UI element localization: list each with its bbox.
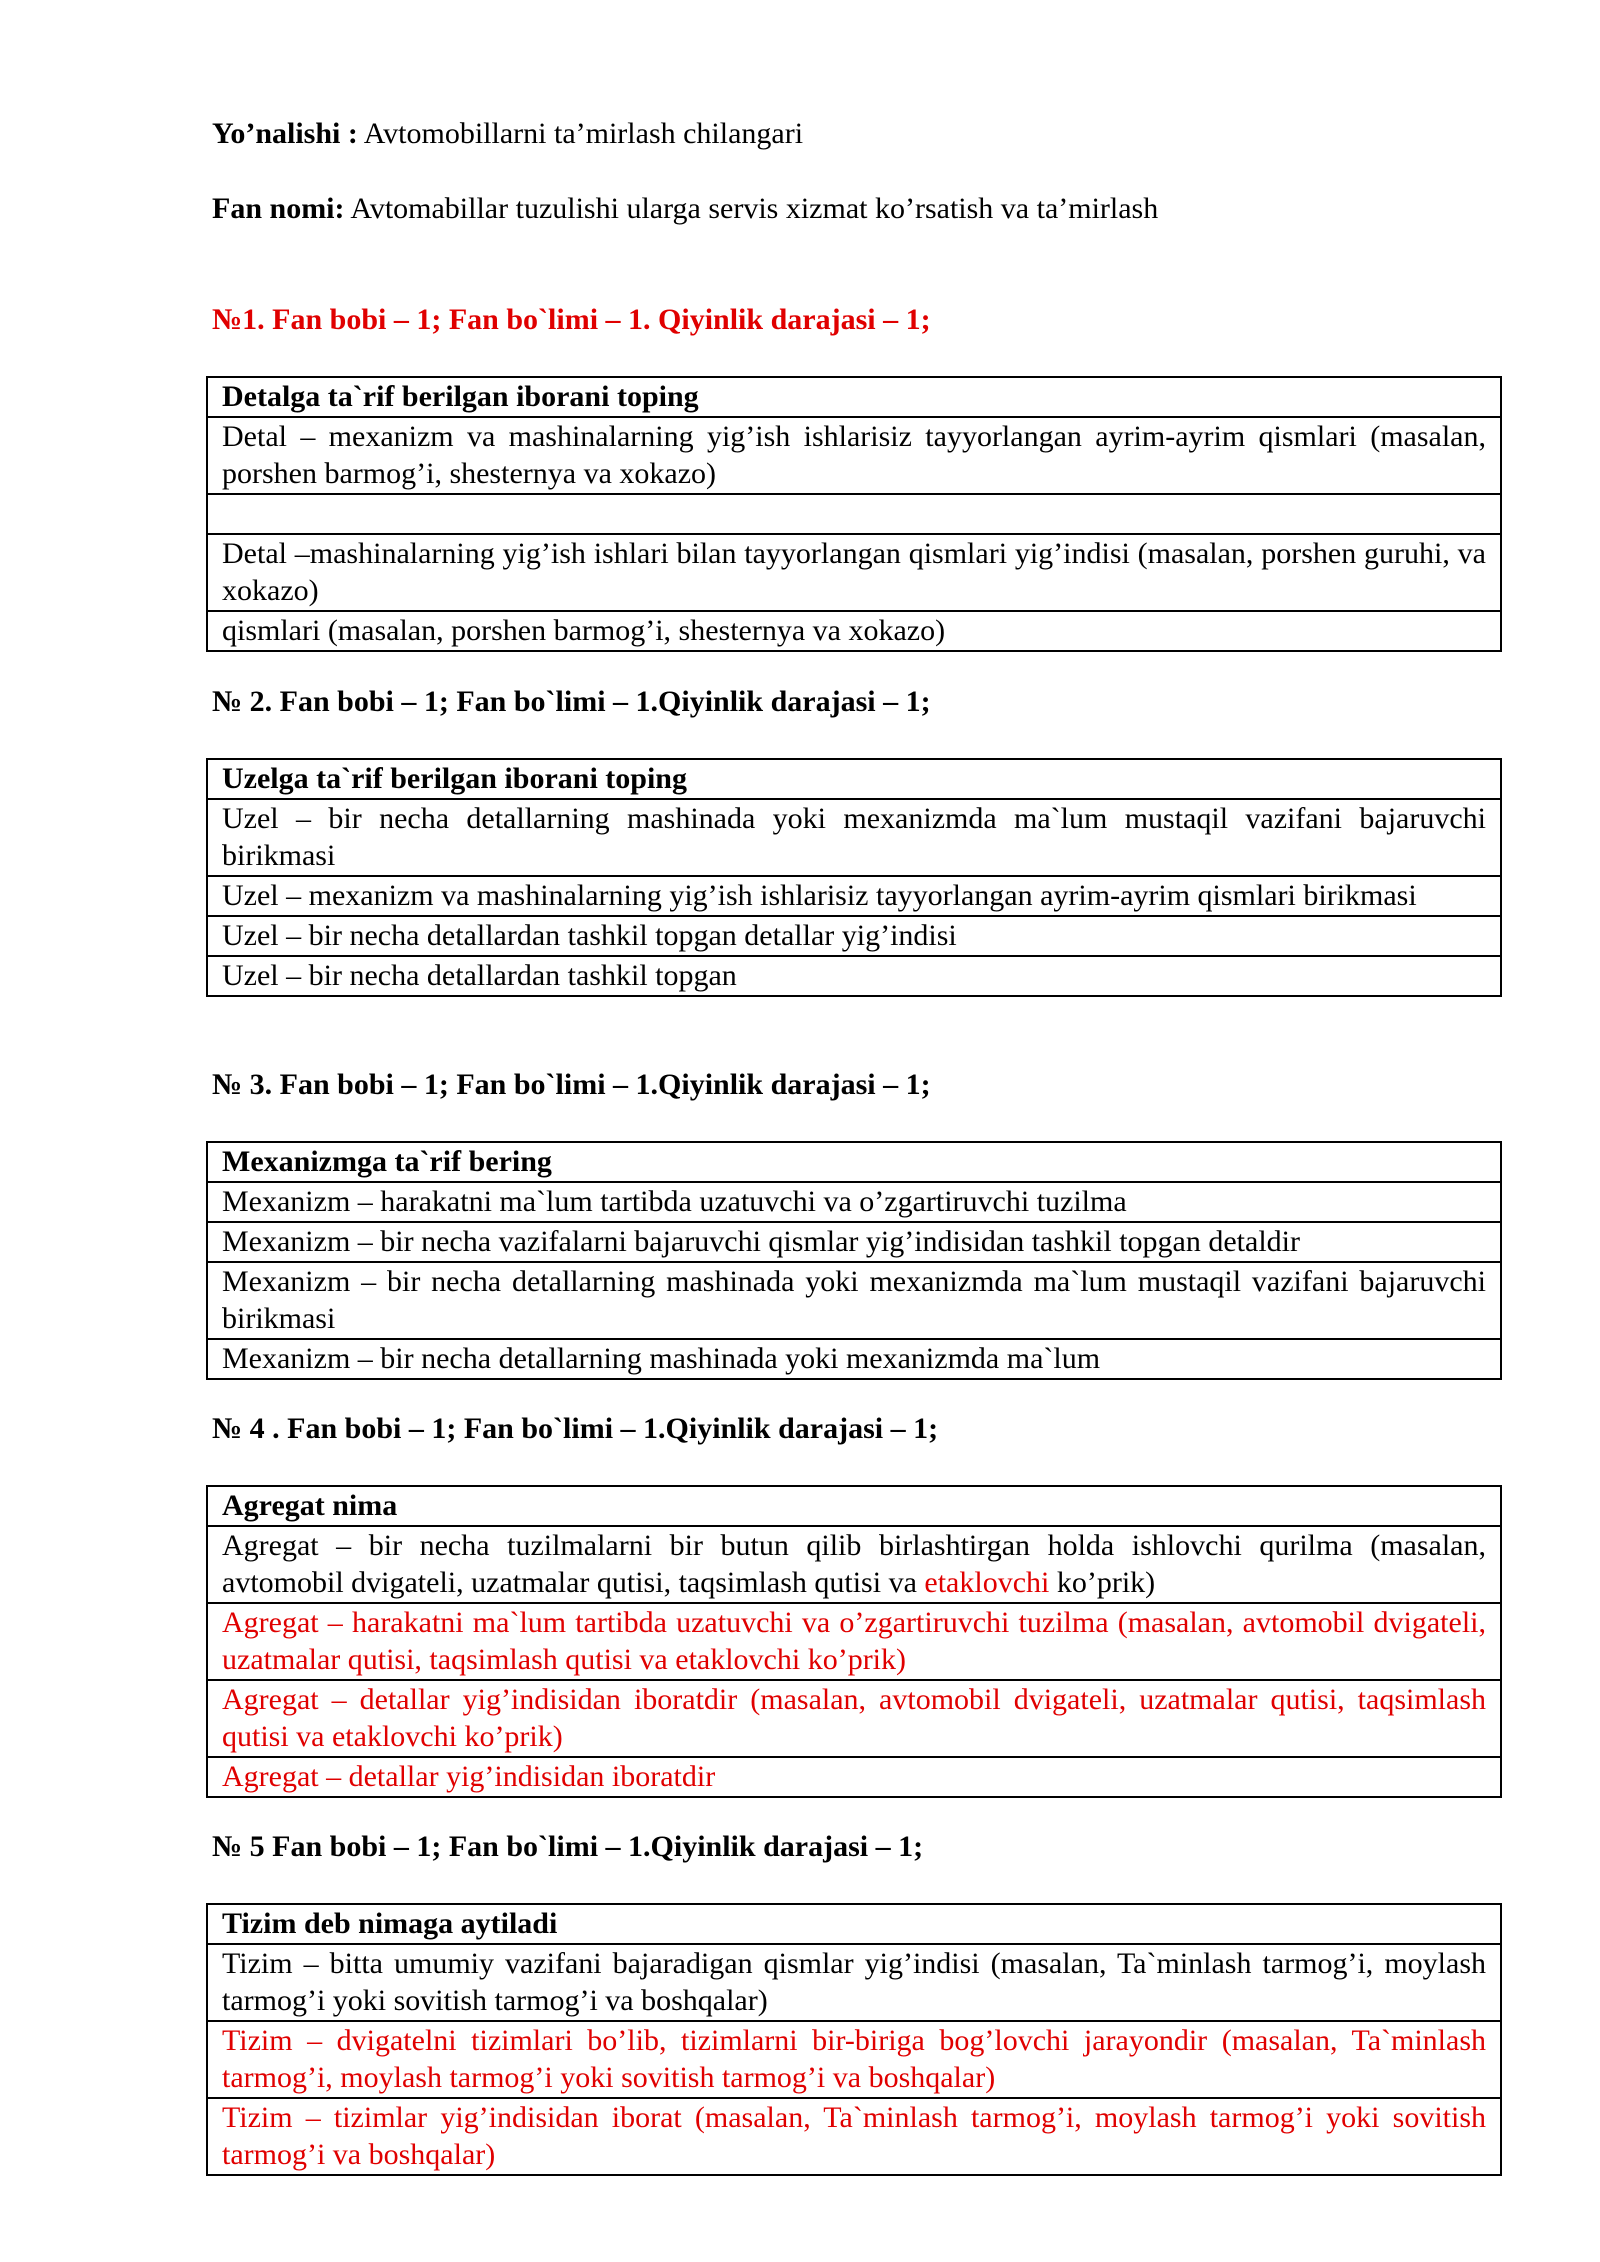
- question-4-option-1-part-2: ko’prik): [1049, 1566, 1156, 1599]
- fan-nomi-line: [212, 191, 1158, 227]
- question-5-option-3: Tizim – tizimlar yig’indisidan iborat (masalan, Ta`minlash tarmog’i, moylash tarmog’i yoki sovitish tarmog’i va boshqalar): [207, 2098, 1501, 2175]
- question-3-table: [206, 1141, 1502, 1380]
- question-1-option-3: Detal –mashinalarning yig’ish ishlari bilan tayyorlangan qismlari yig’indisi (masalan, porshen guruhi, va xokazo): [207, 534, 1501, 611]
- yonalishi-value: Avtomobillarni ta’mirlash chilangari: [363, 117, 804, 150]
- question-3-heading: № 3. Fan bobi – 1; Fan bo`limi – 1.Qiyinlik darajasi – 1;: [212, 1068, 931, 1101]
- question-4-text: Agregat nima: [207, 1486, 1501, 1526]
- question-1-option-2: [207, 494, 1501, 534]
- question-4-option-1-part-1: Agregat – bir necha tuzilmalarni bir butun qilib birlashtirgan holda ishlovchi qurilma (masalan, avtomobil dvigateli, uzatmalar qutisi, taqsimlash qutisi va: [222, 1529, 1486, 1599]
- question-3-option-1: Mexanizm – harakatni ma`lum tartibda uzatuvchi va o’zgartiruvchi tuzilma: [207, 1182, 1501, 1222]
- question-4-heading: № 4 . Fan bobi – 1; Fan bo`limi – 1.Qiyinlik darajasi – 1;: [212, 1412, 939, 1445]
- question-3-option-2: Mexanizm – bir necha vazifalarni bajaruvchi qismlar yig’indisidan tashkil topgan detaldir: [207, 1222, 1501, 1262]
- question-2-text: Uzelga ta`rif berilgan iborani toping: [207, 759, 1501, 799]
- question-4-table: [206, 1485, 1502, 1798]
- question-2-option-3: Uzel – bir necha detallardan tashkil topgan detallar yig’indisi: [207, 916, 1501, 956]
- question-1-option-4: qismlari (masalan, porshen barmog’i, shesternya va xokazo): [207, 611, 1501, 651]
- question-1-heading: №1. Fan bobi – 1; Fan bo`limi – 1. Qiyinlik darajasi – 1;: [212, 303, 931, 336]
- question-1-text: Detalga ta`rif berilgan iborani toping: [207, 377, 1501, 417]
- question-5-option-1: Tizim – bitta umumiy vazifani bajaradigan qismlar yig’indisi (masalan, Ta`minlash tarmog’i, moylash tarmog’i yoki sovitish tarmog’i va boshqalar): [207, 1944, 1501, 2021]
- fan-nomi-label: Fan nomi:: [212, 192, 345, 225]
- question-5-option-2: Tizim – dvigatelni tizimlari bo’lib, tizimlarni bir-biriga bog’lovchi jarayondir (masalan, Ta`minlash tarmog’i, moylash tarmog’i yoki sovitish tarmog’i va boshqalar): [207, 2021, 1501, 2098]
- question-4-option-1-red-word: etaklovchi: [924, 1566, 1050, 1599]
- question-4-option-4: Agregat – detallar yig’indisidan iboratdir: [207, 1757, 1501, 1797]
- question-2-heading: № 2. Fan bobi – 1; Fan bo`limi – 1.Qiyinlik darajasi – 1;: [212, 685, 931, 718]
- fan-nomi-value: Avtomabillar tuzulishi ularga servis xizmat ko’rsatish va ta’mirlash: [350, 192, 1159, 225]
- question-2-table: [206, 758, 1502, 997]
- question-3-text: Mexanizmga ta`rif bering: [207, 1142, 1501, 1182]
- question-3-option-4: Mexanizm – bir necha detallarning mashinada yoki mexanizmda ma`lum: [207, 1339, 1501, 1379]
- question-2-option-2: Uzel – mexanizm va mashinalarning yig’ish ishlarisiz tayyorlangan ayrim-ayrim qismlari birikmasi: [207, 876, 1501, 916]
- question-5-text: Tizim deb nimaga aytiladi: [207, 1904, 1501, 1944]
- question-1-table: [206, 376, 1502, 652]
- yonalishi-label: Yo’nalishi :: [212, 117, 358, 150]
- question-5-table: [206, 1903, 1502, 2176]
- question-4-option-3: Agregat – detallar yig’indisidan iboratdir (masalan, avtomobil dvigateli, uzatmalar qutisi, taqsimlash qutisi va etaklovchi ko’prik): [207, 1680, 1501, 1757]
- question-2-option-4: Uzel – bir necha detallardan tashkil topgan: [207, 956, 1501, 996]
- question-4-option-1: [207, 1526, 1501, 1603]
- yonalishi-line: [212, 116, 803, 152]
- question-1-option-1: Detal – mexanizm va mashinalarning yig’ish ishlarisiz tayyorlangan ayrim-ayrim qismlari (masalan, porshen barmog’i, shesternya va xokazo): [207, 417, 1501, 494]
- question-5-heading: № 5 Fan bobi – 1; Fan bo`limi – 1.Qiyinlik darajasi – 1;: [212, 1830, 924, 1863]
- question-3-option-3: Mexanizm – bir necha detallarning mashinada yoki mexanizmda ma`lum mustaqil vazifani bajaruvchi birikmasi: [207, 1262, 1501, 1339]
- question-4-option-2: Agregat – harakatni ma`lum tartibda uzatuvchi va o’zgartiruvchi tuzilma (masalan, avtomobil dvigateli, uzatmalar qutisi, taqsimlash qutisi va etaklovchi ko’prik): [207, 1603, 1501, 1680]
- question-2-option-1: Uzel – bir necha detallarning mashinada yoki mexanizmda ma`lum mustaqil vazifani bajaruvchi birikmasi: [207, 799, 1501, 876]
